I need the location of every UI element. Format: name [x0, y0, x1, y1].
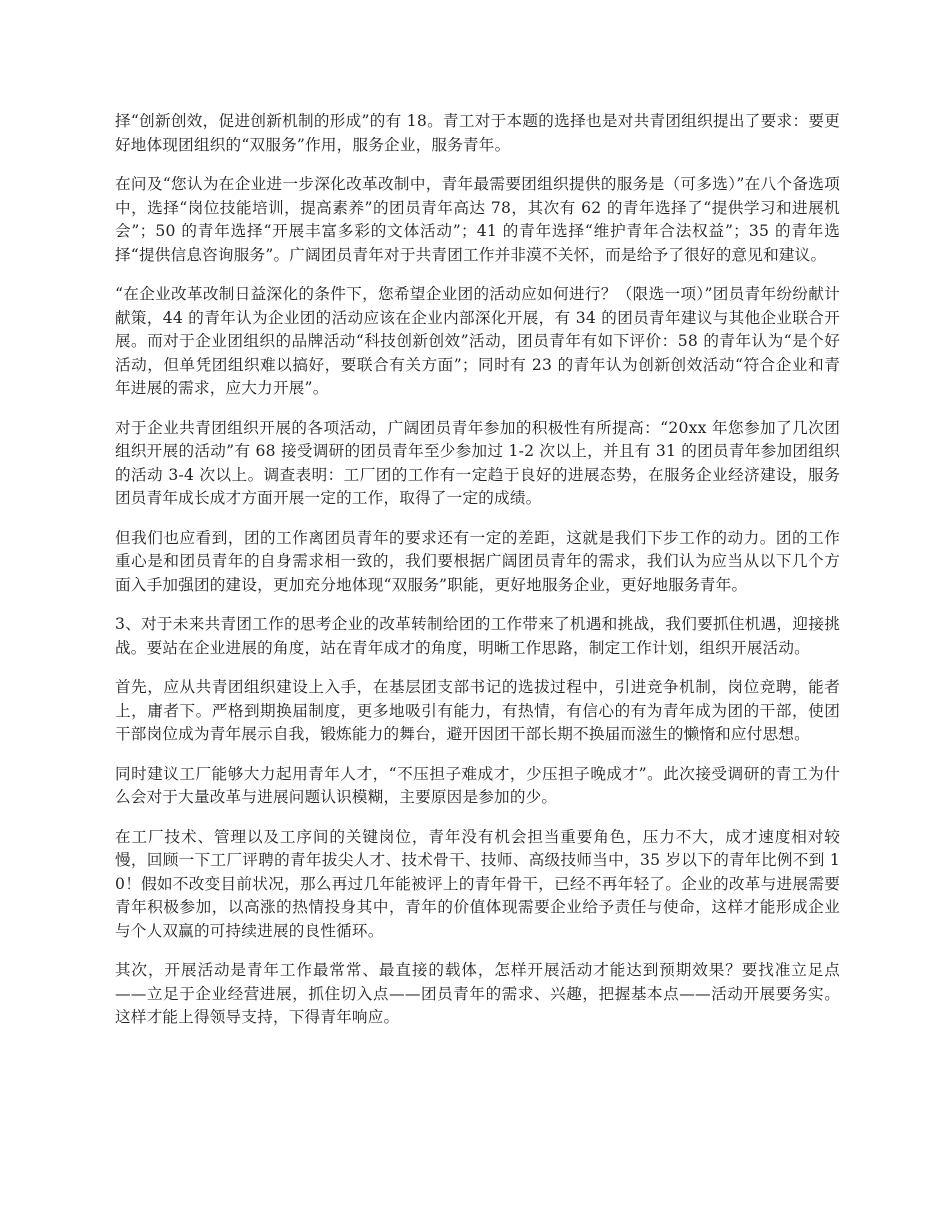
paragraph-7: 首先，应从共青团组织建设上入手，在基层团支部书记的选拔过程中，引进竞争机制，岗位竞聘，能者上，庸者下。严格到期换届制度，更多地吸引有能力，有热情，有信心的有为青年成为团的干部，使团干部岗位成为青年展示自我，锻炼能力的舞台，避开因团干部长期不换届而滋生的懒惰和应付思想。 — [115, 678, 840, 743]
document-body — [115, 110, 840, 1046]
paragraph-6: 3、对于未来共青团工作的思考企业的改革转制给团的工作带来了机遇和挑战，我们要抓住机遇，迎接挑战。要站在企业进展的角度，站在青年成才的角度，明晰工作思路，制定工作计划，组织开展活动。 — [115, 615, 840, 657]
paragraph-2: 在问及“您认为在企业进一步深化改革改制中，青年最需要团组织提供的服务是（可多选）”在八个备选项中，选择“岗位技能培训，提高素养”的团员青年高达 78，其次有 62 的青年选择了“提供学习和进展机会”；50 的青年选择“开展丰富多彩的文体活动”；41 的青年选择“维护青年合法权益”；35 的青年选择“提供信息咨询服务”。广阔团员青年对于共青团工作并非漠不关怀，而是给予了很好的意见和建议。 — [115, 175, 840, 264]
paragraph-9: 在工厂技术、管理以及工序间的关键岗位，青年没有机会担当重要角色，压力不大，成才速度相对较慢，回顾一下工厂评聘的青年拔尖人才、技术骨干、技师、高级技师当中，35 岁以下的青年比例不到 10！假如不改变目前状况，那么再过几年能被评上的青年骨干，已经不再年轻了。企业的改革与进展需要青年积极参加，以高涨的热情投身其中，青年的价值体现需要企业给予责任与使命，这样才能形成企业与个人双赢的可持续进展的良性循环。 — [115, 827, 840, 940]
paragraph-3: “在企业改革改制日益深化的条件下，您希望企业团的活动应如何进行？（限选一项）”团员青年纷纷献计献策，44 的青年认为企业团的活动应该在企业内部深化开展，有 34 的团员青年建议与其他企业联合开展。而对于企业团组织的品牌活动“科技创新创效”活动，团员青年有如下评价：58 的青年认为“是个好活动，但单凭团组织难以搞好，要联合有关方面”；同时有 23 的青年认为创新创效活动“符合企业和青年进展的需求，应大力开展”。 — [115, 285, 840, 397]
paragraph-8: 同时建议工厂能够大力起用青年人才，“不压担子难成才，少压担子晚成才”。此次接受调研的青工为什么会对于大量改革与进展问题认识模糊，主要原因是参加的少。 — [115, 764, 840, 806]
paragraph-1: 择“创新创效，促进创新机制的形成”的有 18。青工对于本题的选择也是对共青团组织提出了要求：要更好地体现团组织的“双服务”作用，服务企业，服务青年。 — [115, 112, 840, 154]
paragraph-5: 但我们也应看到，团的工作离团员青年的要求还有一定的差距，这就是我们下步工作的动力。团的工作重心是和团员青年的自身需求相一致的，我们要根据广阔团员青年的需求，我们认为应当从以下几个方面入手加强团的建设，更加充分地体现“双服务”职能，更好地服务企业，更好地服务青年。 — [115, 528, 840, 594]
paragraph-4: 对于企业共青团组织开展的各项活动，广阔团员青年参加的积极性有所提高：“20xx 年您参加了几次团组织开展的活动”有 68 接受调研的团员青年至少参加过 1-2 次以上，并且有 31 的团员青年参加团组织的活动 3-4 次以上。调查表明：工厂团的工作有一定趋于良好的进展态势，在服务企业经济建设，服务团员青年成长成才方面开展一定的工作，取得了一定的成绩。 — [115, 418, 840, 507]
paragraph-10: 其次，开展活动是青年工作最常常、最直接的载体，怎样开展活动才能达到预期效果？要找准立足点——立足于企业经营进展，抓住切入点——团员青年的需求、兴趣，把握基本点——活动开展要务实。这样才能上得领导支持，下得青年响应。 — [115, 961, 840, 1026]
